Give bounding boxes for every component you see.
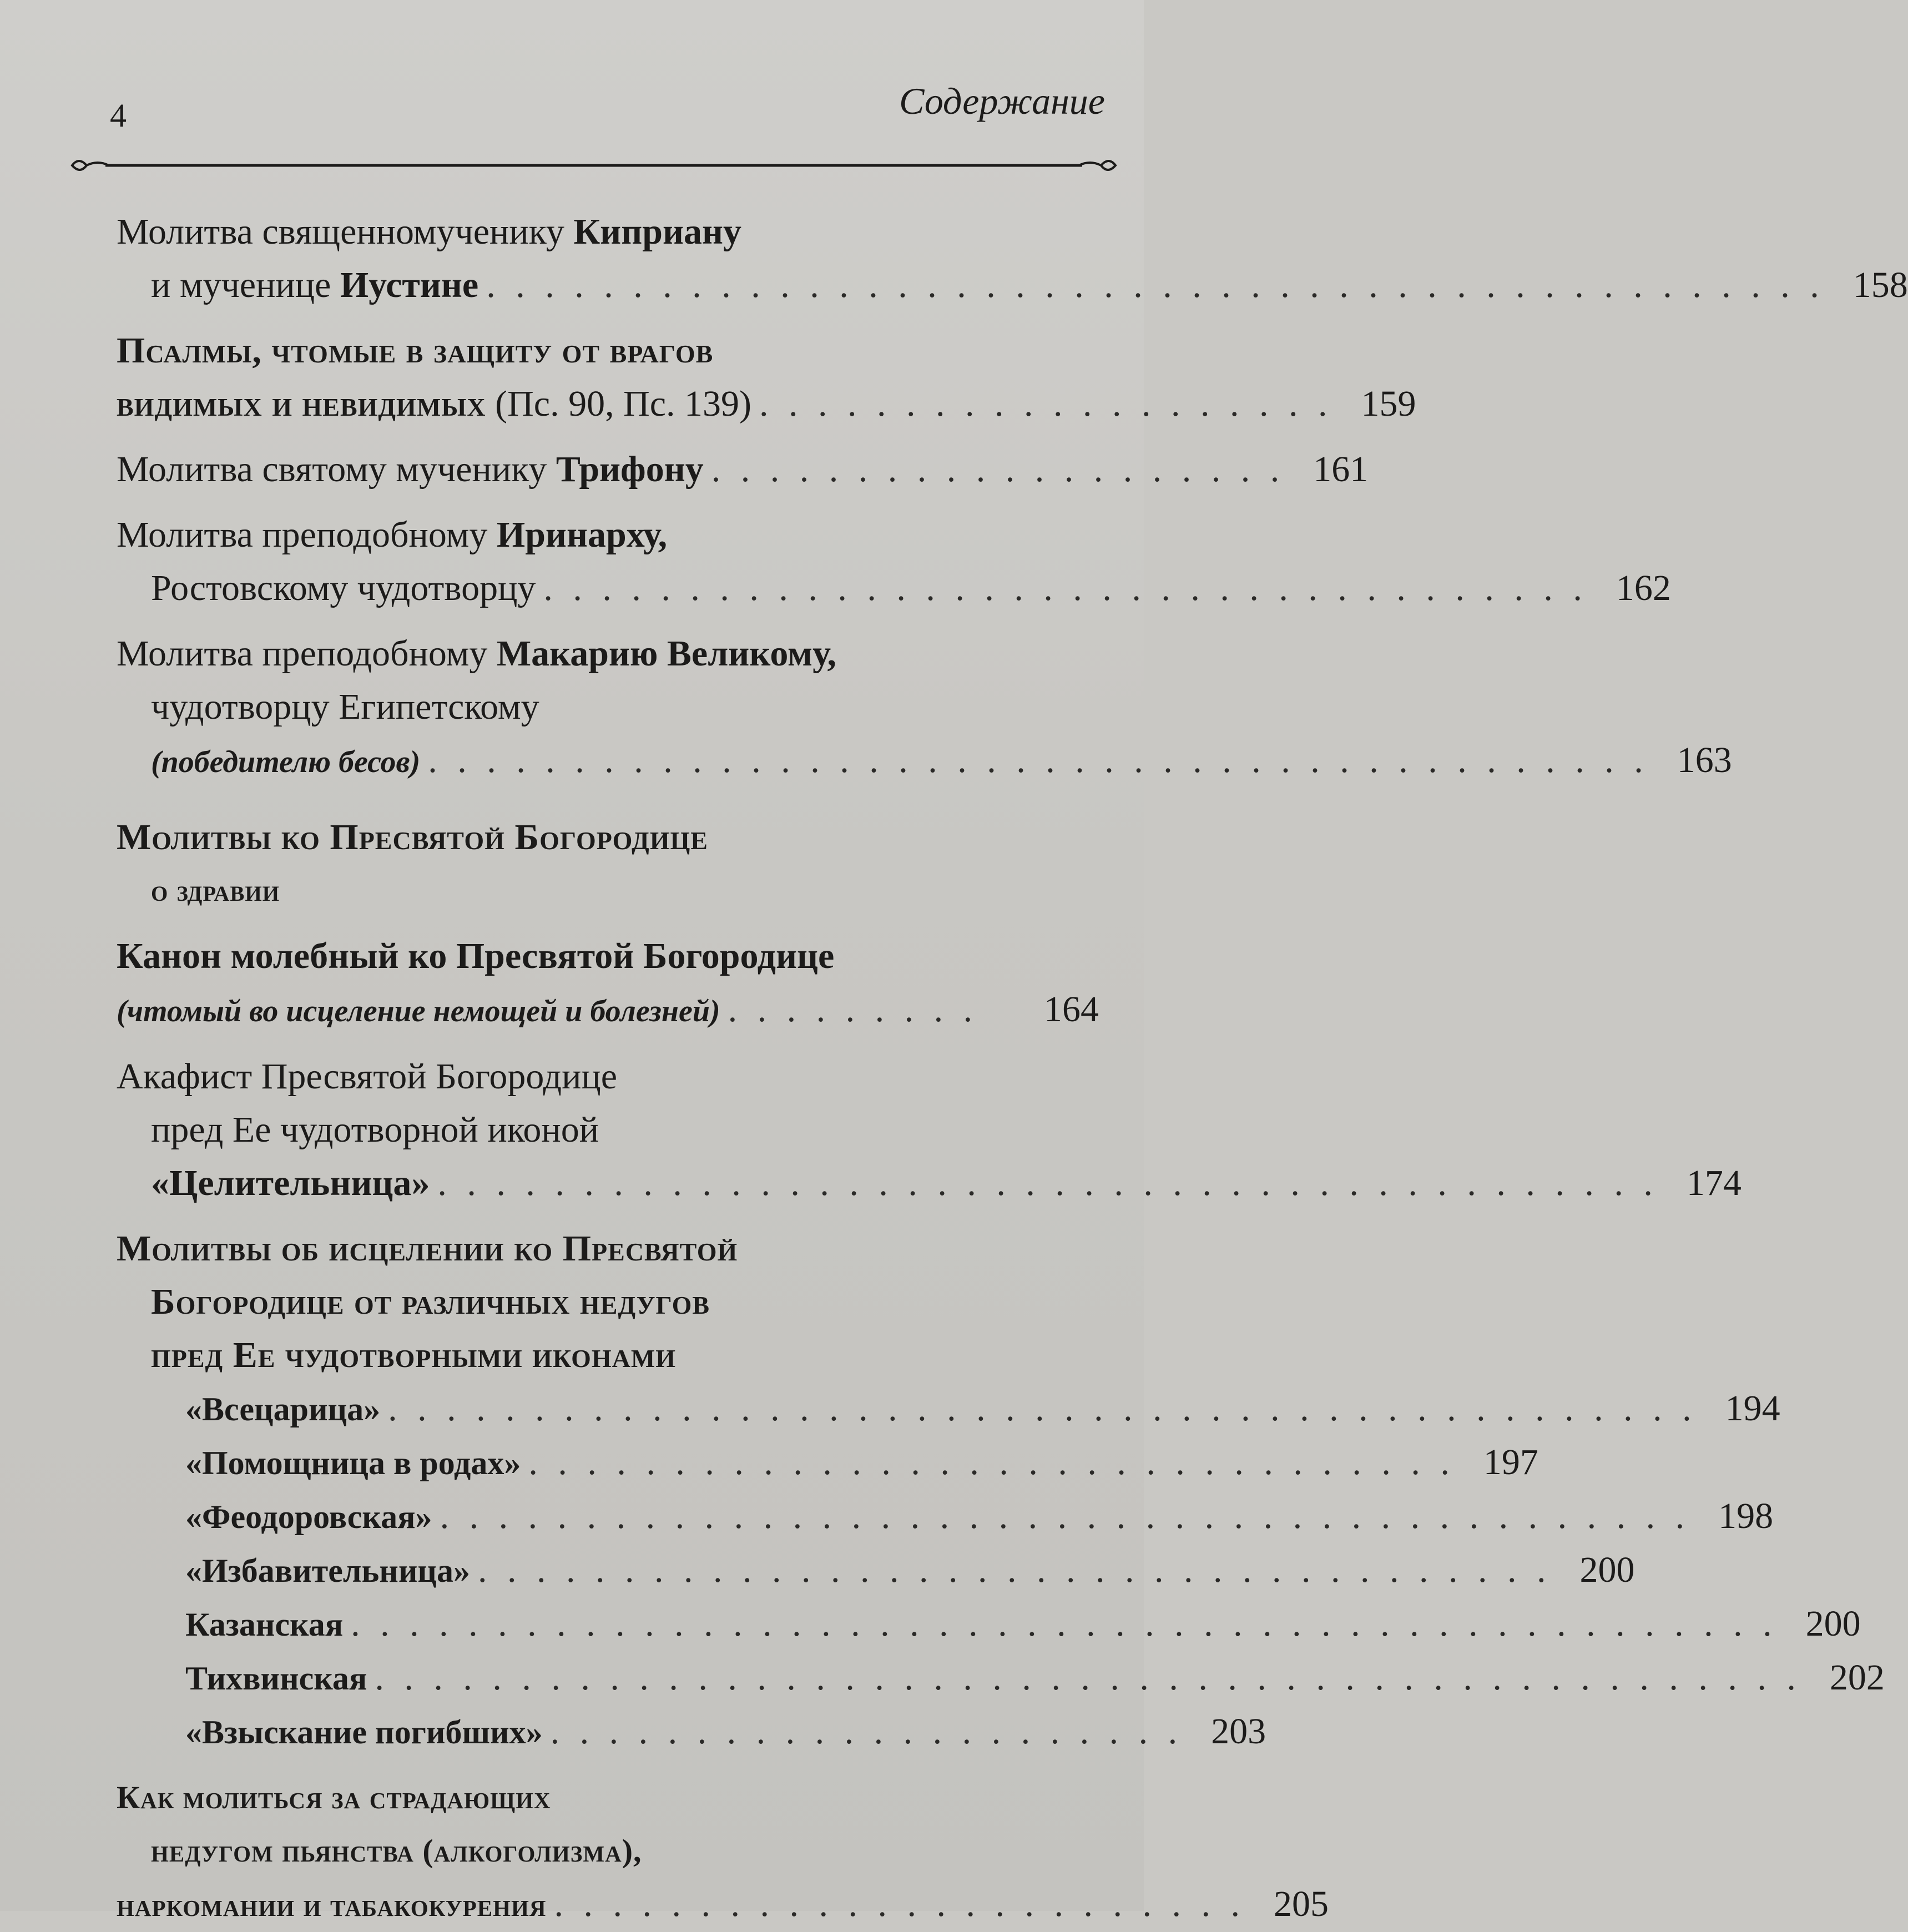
page-ref: 200 [1579,1550,1635,1590]
dot-leader: . . . . . . . . . . . . . . . . . . . . . . . . . . . . . . . . . . . . . . . . . . . . . . . . . [375,1657,1801,1698]
page-ref: 164 [1044,989,1099,1030]
toc-entry-alkogolizm[interactable] [117,1771,1329,1932]
toc-entry-makariy[interactable] [117,627,1732,789]
toc-entry-psalms[interactable] [117,324,1416,431]
page-ref: 159 [1361,384,1416,424]
entry-name: «Целительница» [151,1163,430,1203]
page-ref: 203 [1211,1711,1266,1752]
dot-leader: . . . . . . . . . . . . . . . . . . . . . . . . [554,1884,1245,1924]
running-title: Содержание [899,80,1105,122]
entry-note: (победителю бесов) [151,745,421,779]
toc-entry-irinarkh[interactable] [117,508,1671,615]
entry-text: Ростовскому чудотворцу [151,568,536,608]
dot-leader: . . . . . . . . . . . . . . . . . . . . . . . . . . . . . . . . . . . . . . . . . . [428,740,1649,780]
entry-name: Казанская [185,1606,344,1643]
entry-heading: Канон молебный ко Пресвятой Богородице [117,936,835,976]
entry-heading: видимых и невидимых [117,384,486,424]
entry-name: Иринарху, [496,514,668,555]
page-ref: 200 [1805,1603,1861,1644]
page-ref: 194 [1725,1388,1780,1429]
entry-text: Акафист Пресвятой Богородице [117,1056,618,1097]
page-ref: 197 [1483,1442,1538,1482]
dot-leader: . . . . . . . . . . . . . . . . . . . . . . . . . . . . . . . . [528,1442,1455,1482]
entry-name: Тихвинская [185,1660,367,1697]
toc-entry-akafist[interactable] [117,1050,1742,1210]
entry-name: «Всецарица» [185,1391,381,1427]
entry-name: Киприану [573,211,741,252]
toc-entry-trifon[interactable] [117,443,1369,496]
dot-leader: . . . . . . . . . . . . . . . . . . . . . . [550,1711,1183,1752]
toc-entry-kiprian[interactable] [117,205,1908,312]
dot-leader: . . . . . . . . . . . . . . . . . . . . . . . . . . . . . . . . . . . . . . . . . . . . . . [486,265,1825,305]
entry-name: «Феодоровская» [185,1499,432,1535]
header-rule-ornament [67,149,1121,182]
entry-name: «Взыскание погибших» [185,1714,543,1751]
toc-entry-icon[interactable] [117,1705,1266,1759]
entry-name: Макарию Великому, [496,633,837,674]
page-ref: 162 [1616,568,1671,608]
page-ref: 163 [1677,740,1732,780]
entry-heading: Как молиться за страдающих [117,1779,551,1815]
entry-heading: Псалмы, чтомые в защиту от врагов [117,330,714,371]
entry-heading: недугом пьянства (алкоголизма), [151,1833,642,1869]
dot-leader: . . . . . . . . . . . . . . . . . . . . [711,449,1285,490]
entry-text: Молитва святому мученику [117,449,556,490]
entry-name: Трифону [556,449,704,490]
table-of-contents [117,205,1908,1932]
dot-leader: . . . . . . . . . . . . . . . . . . . . . . . . . . . . . . . . . . . . . . . . . . . [440,1496,1690,1536]
page-number: 4 [110,97,127,134]
page-ref: 161 [1313,449,1369,490]
dot-leader: . . . . . . . . . . . . . . . . . . . . . . . . . . . . . . . . . . . . [543,568,1588,608]
dot-leader: . . . . . . . . . . . . . . . . . . . . . . . . . . . . . . . . . . . . . [477,1550,1552,1590]
section-subheading: о здравии [151,874,280,908]
entry-text: пред Ее чудотворной иконой [151,1109,599,1150]
entry-text: Молитва преподобному [117,633,497,674]
dot-leader: . . . . . . . . . . . . . . . . . . . . [759,384,1333,424]
page-ref: 198 [1718,1496,1774,1536]
toc-entry-icon[interactable] [117,1382,1780,1436]
toc-entry-icon[interactable] [117,1651,1885,1705]
section-heading: Богородице от различных недугов [151,1282,710,1322]
dot-leader: . . . . . . . . . [728,989,978,1030]
toc-section-iscelenie [117,1222,1099,1382]
entry-text: чудотворцу Египетскому [151,687,539,727]
entry-name: «Избавительница» [185,1552,470,1589]
page-ref: 158 [1853,265,1908,305]
toc-entry-kanon[interactable] [117,930,1099,1038]
entry-name: Иустине [340,265,479,305]
toc-section-bogoroditsa [117,811,1099,917]
entry-text: Молитва священномученику [117,211,574,252]
toc-entry-icon[interactable] [117,1490,1774,1543]
toc-entry-icon[interactable] [117,1597,1861,1651]
page-ref: 174 [1686,1163,1742,1203]
section-heading: пред Ее чудотворными иконами [151,1335,677,1375]
toc-entry-icon[interactable] [117,1543,1635,1597]
entry-name: «Помощница в родах» [185,1445,521,1481]
entry-text: (Пс. 90, Пс. 139) [486,384,752,424]
page-ref: 205 [1273,1884,1329,1924]
dot-leader: . . . . . . . . . . . . . . . . . . . . . . . . . . . . . . . . . . . . . . . . . . . . . [388,1388,1697,1429]
entry-heading: наркомании и табакокурения [117,1887,547,1923]
entry-text: Молитва преподобному [117,514,497,555]
section-heading: Молитвы об исцелении ко Пресвятой [117,1228,738,1269]
page-ref: 202 [1829,1657,1885,1698]
toc-entry-icon[interactable] [117,1436,1538,1490]
dot-leader: . . . . . . . . . . . . . . . . . . . . . . . . . . . . . . . . . . . . . . . . . . . . . . . . . [351,1603,1778,1644]
entry-note: (чтомый во исцеление немощей и болезней) [117,994,720,1028]
entry-text: и мученице [151,265,340,305]
dot-leader: . . . . . . . . . . . . . . . . . . . . . . . . . . . . . . . . . . . . . . . . . . [437,1163,1658,1203]
section-heading: Молитвы ко Пресвятой Богородице [117,817,708,857]
